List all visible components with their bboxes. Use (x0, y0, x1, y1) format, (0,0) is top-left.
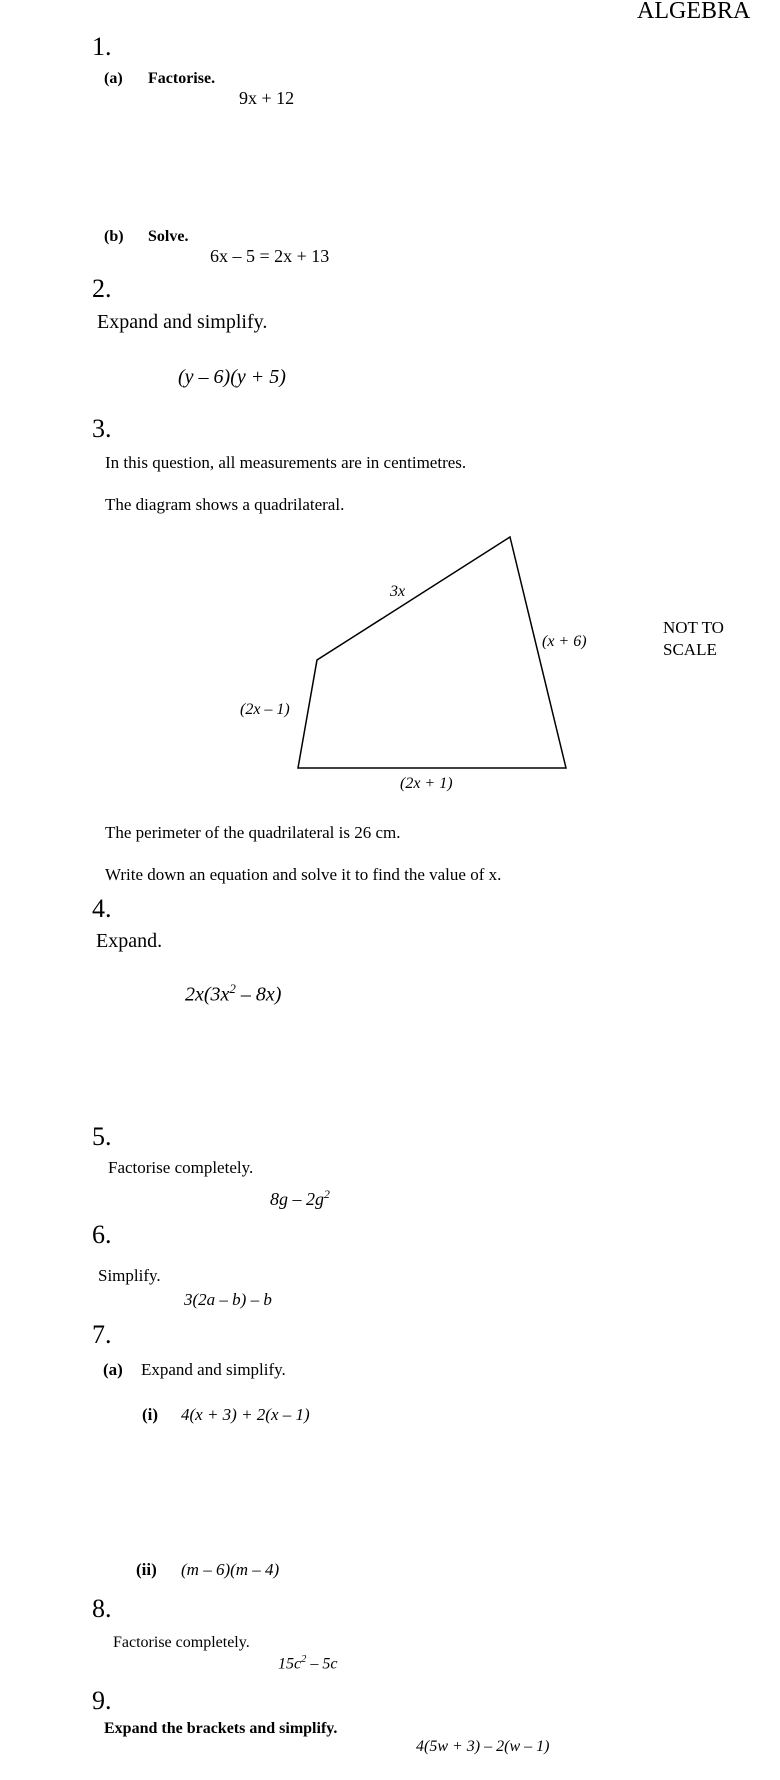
q6-expression: 3(2a – b) – b (184, 1290, 272, 1309)
question-7-number: 7. (92, 1320, 112, 1349)
side-label-left: (2x – 1) (240, 701, 290, 718)
q1-part-a-label: (a) (104, 70, 123, 87)
question-4-number: 4. (92, 894, 112, 923)
q1-part-b-instruction: Solve. (148, 228, 189, 245)
q7-part-ii-expression: (m – 6)(m – 4) (181, 1560, 280, 1579)
quadrilateral-shape (298, 537, 566, 768)
question-9-number: 9. (92, 1686, 112, 1715)
q8-expression-part-a: 15c (278, 1655, 302, 1673)
q1-part-a-instruction: Factorise. (148, 70, 216, 87)
q4-expression-exponent: 2 (229, 981, 236, 996)
q4-instruction: Expand. (96, 930, 163, 952)
q8-expression-part-b: – 5c (306, 1655, 338, 1673)
q5-expression-part-a: 8g – 2g (270, 1189, 324, 1209)
question-6-number: 6. (92, 1220, 112, 1249)
q3-diagram-caption: The diagram shows a quadrilateral. (105, 495, 345, 514)
q8-expression-exponent: 2 (301, 1654, 307, 1665)
side-label-top: 3x (390, 583, 406, 600)
question-8-number: 8. (92, 1594, 112, 1623)
q2-expression: (y – 6)(y + 5) (178, 366, 286, 388)
side-label-bottom: (2x + 1) (400, 775, 453, 792)
q9-instruction: Expand the brackets and simplify. (104, 1720, 338, 1737)
not-to-scale-line-2: SCALE (663, 640, 717, 659)
page-title: ALGEBRA (637, 0, 751, 24)
q9-expression: 4(5w + 3) – 2(w – 1) (416, 1738, 550, 1755)
q7-part-a-label: (a) (103, 1360, 123, 1379)
q8-expression (278, 1654, 337, 1673)
question-5-number: 5. (92, 1122, 112, 1151)
question-2-number: 2. (92, 274, 112, 303)
q7-part-a-instruction: Expand and simplify. (141, 1360, 286, 1379)
q3-intro-line: In this question, all measurements are in centimetres. (105, 453, 467, 472)
question-3-number: 3. (92, 414, 112, 443)
q4-expression (185, 981, 281, 1007)
q6-instruction: Simplify. (98, 1266, 161, 1285)
q1-part-a-expression: 9x + 12 (239, 88, 295, 108)
q8-instruction: Factorise completely. (113, 1634, 250, 1651)
q3-perimeter-statement: The perimeter of the quadrilateral is 26 cm. (105, 823, 401, 842)
q7-part-ii-label: (ii) (136, 1560, 157, 1579)
q1-part-b-expression: 6x – 5 = 2x + 13 (210, 246, 330, 266)
side-label-right: (x + 6) (542, 633, 587, 650)
q5-expression-exponent: 2 (324, 1188, 330, 1201)
q7-part-i-label: (i) (142, 1405, 159, 1424)
not-to-scale-line-1: NOT TO (663, 618, 724, 637)
q1-part-b-label: (b) (104, 228, 124, 245)
q4-expression-part-a: 2x(3x (185, 983, 230, 1006)
q5-instruction: Factorise completely. (108, 1158, 254, 1177)
q5-expression (270, 1188, 330, 1210)
q2-instruction: Expand and simplify. (97, 311, 268, 333)
q7-part-i-expression: 4(x + 3) + 2(x – 1) (181, 1405, 310, 1424)
question-1-number: 1. (92, 32, 112, 61)
q3-task: Write down an equation and solve it to find the value of x. (105, 865, 502, 884)
q4-expression-part-b: – 8x) (235, 983, 282, 1006)
